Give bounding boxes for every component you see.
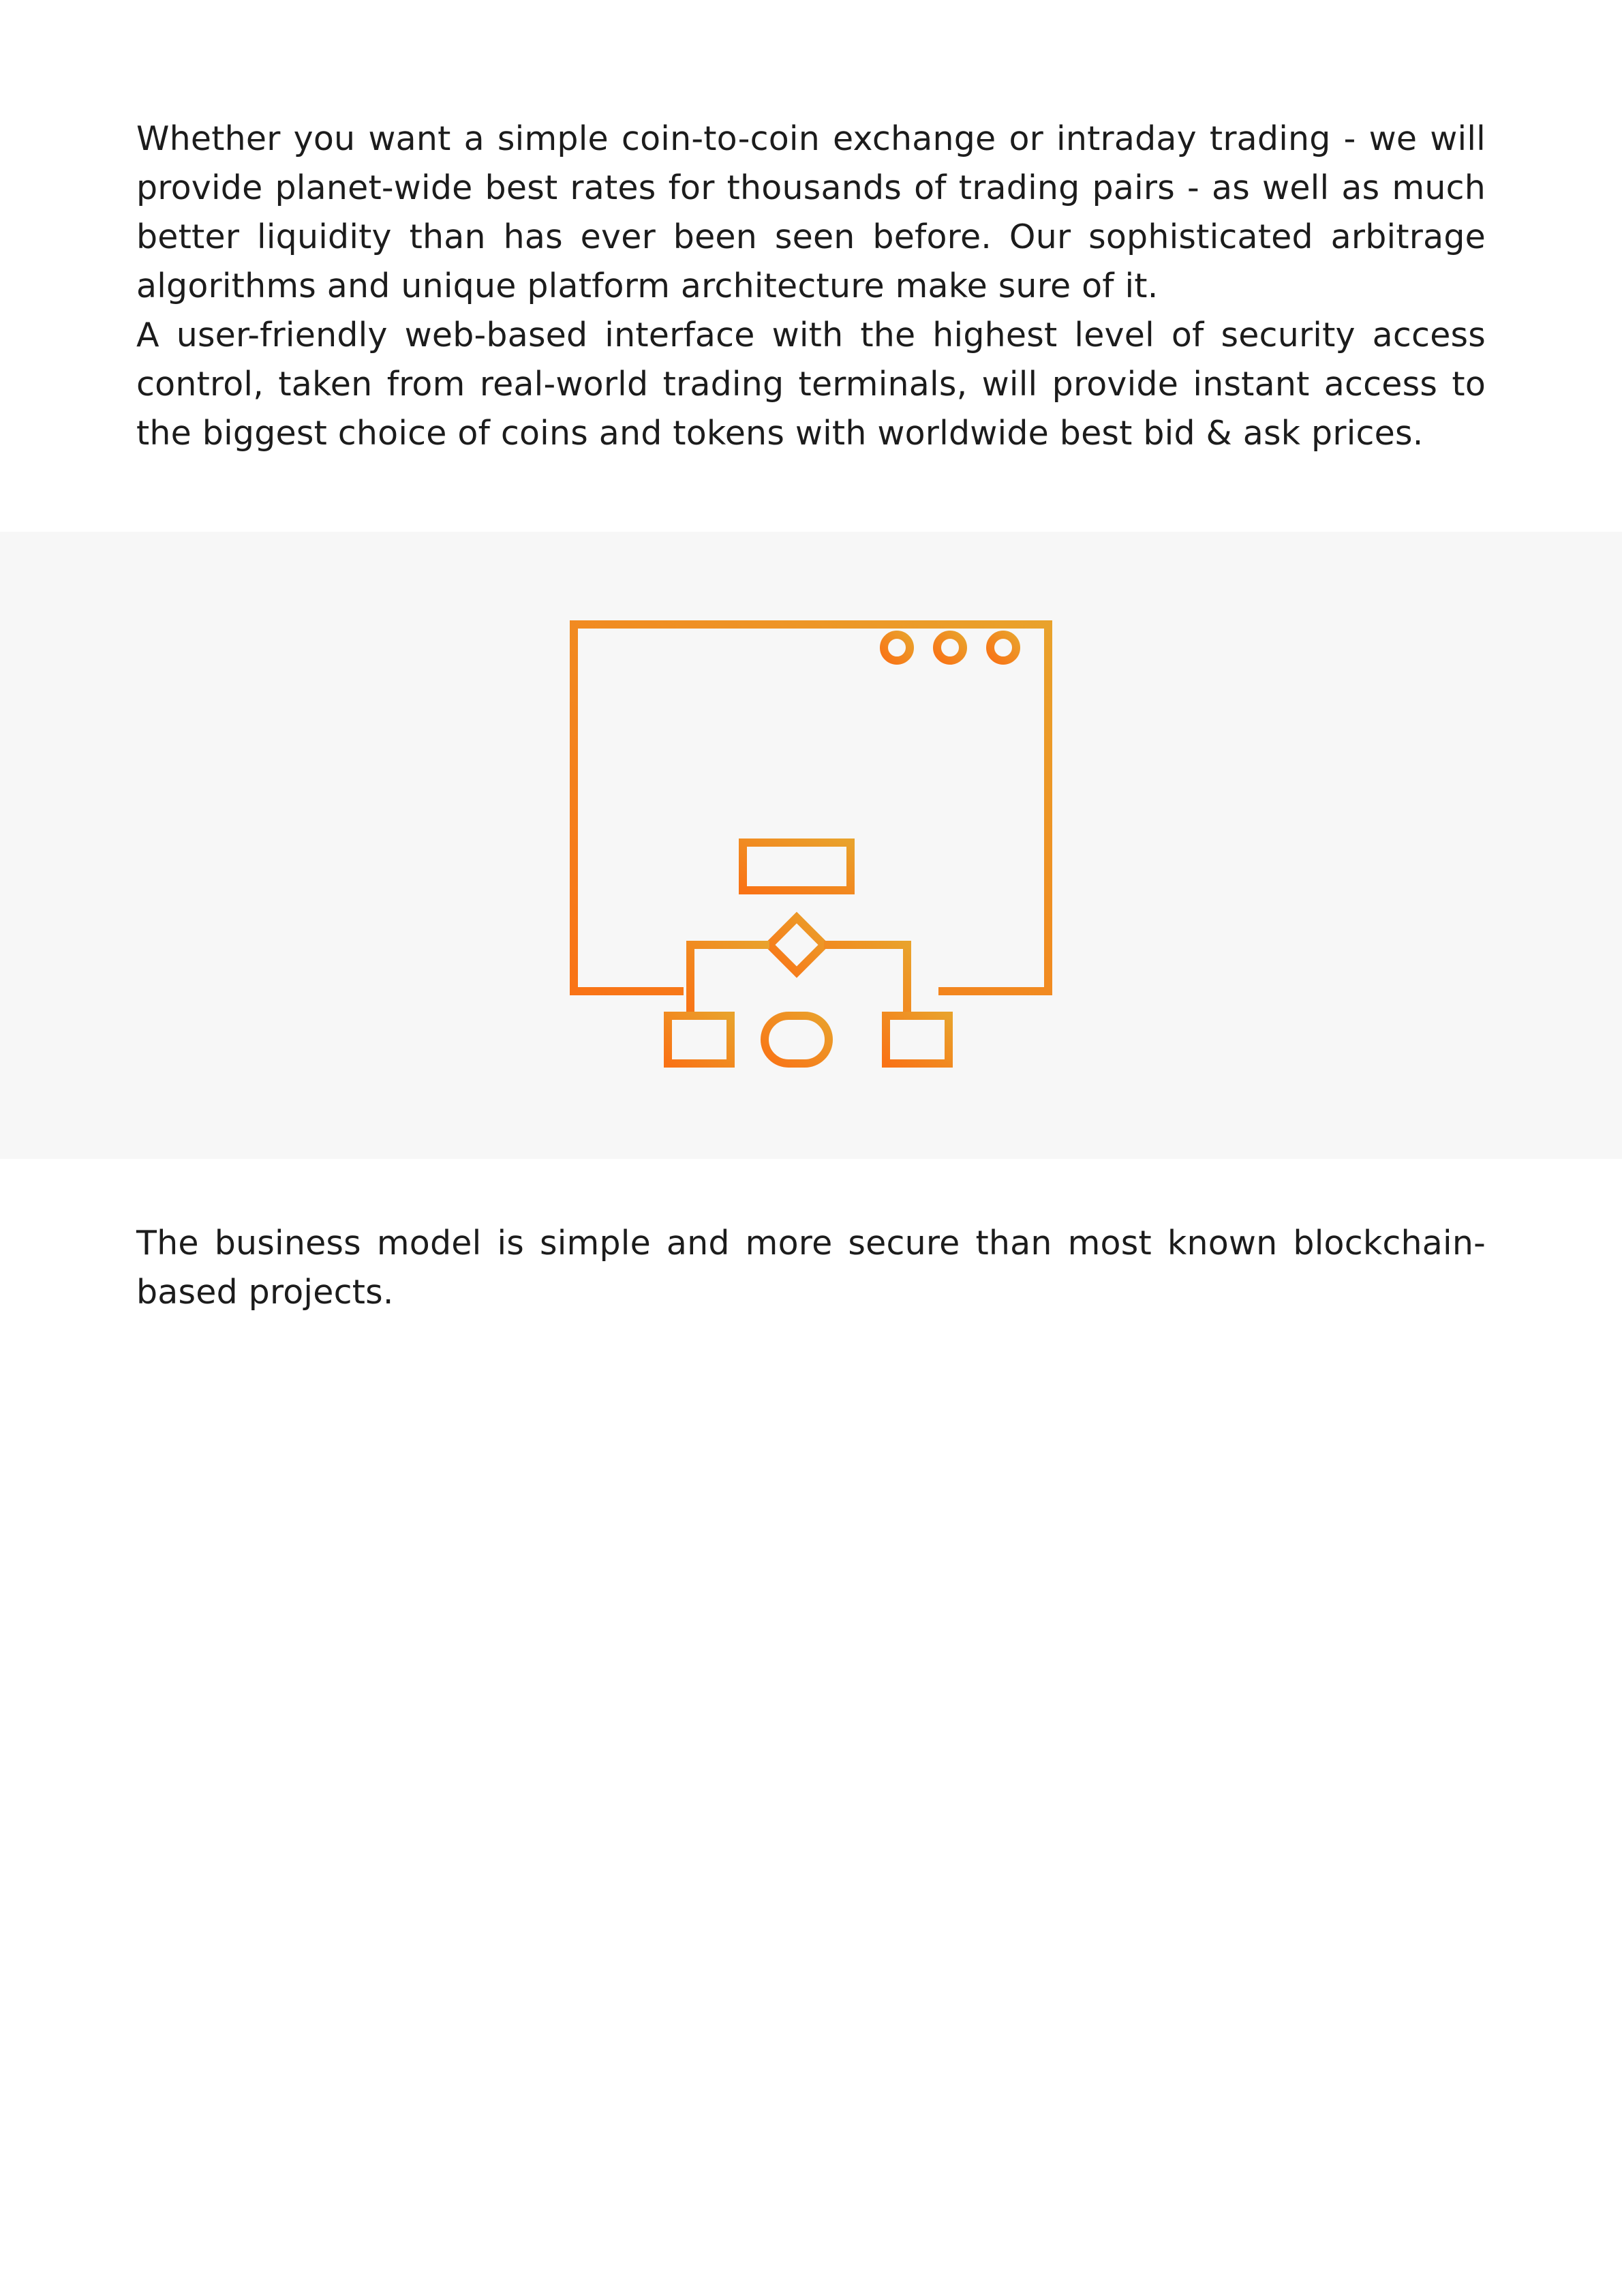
flowchart-branch-left (690, 945, 769, 1014)
flowchart-left-box (668, 1016, 731, 1063)
window-dot-2 (937, 635, 963, 661)
window-dot-3 (990, 635, 1016, 661)
flowchart-center-terminal (765, 1016, 829, 1063)
illustration-band (0, 532, 1622, 1159)
window-dot-1 (884, 635, 910, 661)
flowchart-top-box (743, 843, 851, 890)
interface-paragraph: A user-friendly web-based interface with the highest level of security access control, taken from real-world trading terminals, will provide instant access to the biggest choice of coins and tokens with worldwide best bid & ask prices. (136, 316, 1486, 453)
flowchart-decision-diamond (769, 918, 824, 972)
flowchart-right-box (886, 1016, 949, 1063)
business-model-paragraph: The business model is simple and more secure than most known blockchain-based projects. (136, 1224, 1486, 1312)
flowchart-branch-right (824, 945, 907, 1014)
web-platform-flowchart-icon (559, 614, 1063, 1077)
intro-paragraph: Whether you want a simple coin-to-coin exchange or intraday trading - we will provide planet-wide best rates for thousands of trading pairs - as well as much better liquidity than has ever been seen before. Our sophisticated arbitrage algorithms and unique platform architecture make sure of it. (136, 119, 1486, 305)
